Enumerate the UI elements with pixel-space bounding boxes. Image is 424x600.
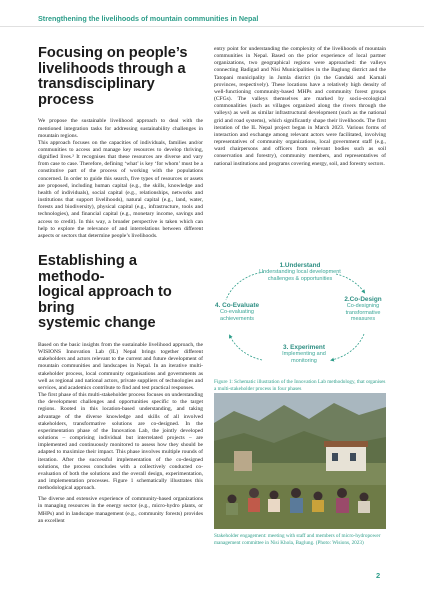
section-heading-methodology [38,254,203,332]
step-description: Implementing and monitoring [282,351,326,364]
section-heading-livelihoods [38,46,203,108]
paragraph: We propose the sustainable livelihood approach to deal with the mentioned integration tasks for addressing sustainability challenges in mountain regions. [38,118,203,139]
step-title: 4. Co-Evaluate [214,302,260,309]
step-experiment [272,344,336,364]
step-title: 2.Co-Design [344,296,382,303]
step-understand [250,262,350,282]
paragraph: The diverse and extensive experience of community-based organizations in managing resources in the energy sector (e.g., micro-hydro plants, or MHPs) and in landscape management (e.g., community forests) provides an excellent [38,496,203,524]
step-description: Co-evaluating achievements [220,309,254,322]
heading-line: transdisciplinary process [38,76,155,108]
heading-line: Establishing a methodo- [38,253,137,285]
heading-line: logical approach to bring [38,284,172,316]
step-title: 1.Understand [279,262,321,269]
left-column [38,46,203,566]
step-codesign [336,296,390,323]
step-coevaluate [208,302,266,322]
step-title: 3. Experiment [283,344,325,351]
page-number: 2 [376,571,381,580]
photo-illustration [214,393,386,529]
heading-line: systemic change [38,315,156,332]
paragraph: entry point for understanding the complexity of the livelihoods of mountain communities in Nepal. Based on the prior experience of local partner organizations, two geographical regions were approached: the valleys connecting Badigad and Nisi Municipalities in the Baglung district and the Tatopani municipality in Jumla district (in the Gandaki and Karnali provinces, respectively). These locations have a relatively high density of well-functioning community-based MHPs and community forest groups (CFGs). The valleys themselves are marked by socio-ecological commonalities (such as villages organized along the rivers through the valleys) as well as similar infrastructural development (such as the national grid and road systems), which significantly shape their livelihoods. The first iteration of the IL Nepal project began in March 2023. Various forms of interaction and exchange among relevant actors were facilitated, involving representatives of community organizations, local government staff (e.g., ward chairpersons and officers from relevant bodies such as soil conservation and forestry), community members, and representatives of national institutions and programs covering energy, soil, and forestry sectors. [214,46,386,167]
paragraph: This approach focuses on the capacities of individuals, families and/or communities to access and manage key resources to develop thriving, dignified lives.² It recognises that these resources are diverse and vary from case to case. Therefore, defining ‘what’ is key ‘for whom’ must be a constitutive part of the process of working with the populations concerned. In order to guide this search, five types of resources or assets are proposed, including human capital (e.g., the skills, knowledge and health of individuals), social capital (e.g., relationships, networks and institutions that support livelihoods), natural capital (e.g., land, water, forests and biodiversity), physical capital (e.g., infrastructure, tools and technologies), and financial capital (e.g., monetary income, savings and access to credit). In this way, a broader perspective is taken which can help to explore the relevance of and interrelations between different aspects or sectors that determine people’s livelihoods. [38,139,203,239]
step-description: Co-designing transformative measures [345,303,381,323]
running-header: Strengthening the livelihoods of mountain communities in Nepal [38,14,259,23]
arrow-experiment-to-evaluate [230,336,262,360]
photo-caption: Stakeholder engagement: meeting with staff and members of micro-hydropower management committee in Nisi Khola, Baglung. (Photo: Wisions, 2023) [214,533,381,546]
header-divider [0,26,424,27]
arrow-codesign-to-experiment [332,334,364,360]
paragraph: Based on the basic insights from the sustainable livelihood approach, the WISIONS Innovation Lab (IL) Nepal brings together different stakeholders and actors relevant to the current and future development of mountain communities and landscapes in Nepal. In an iterative multi-stakeholder process, local community organisations and governments as well as regional and national actors, private suppliers of technologies and services, and academics contribute to find and test practical responses. [38,342,203,391]
step-description: Understanding local development challenges & opportunities [259,269,341,282]
methodology-cycle-diagram [214,262,384,376]
right-column [214,46,386,256]
paragraph: The first phase of this multi-stakeholder process focuses on understanding the development challenges and opportunities specific to the target regions. Rooted in this location-based understanding, and taking advantage of the diverse knowledge and skills of all involved stakeholders, transformative solutions are co-designed. In the experimentation phase of the Innovation Lab, the jointly developed solutions – comprising individual but interrelated projects – are implemented and continuously monitored to assess how they should be adapted to maximize their impact. This phase involves multiple rounds of iteration. After the successful implementation of the co-designed solutions, the process concludes with a collectively conducted co-evaluation of both the solutions and the overall design, experimentation, and implementation processes. Figure 1 schematically illustrates this methodological approach. [38,392,203,492]
stakeholder-meeting-photo [214,393,386,529]
heading-line: Focusing on people’s [38,46,188,61]
heading-line: livelihoods through a [38,60,186,77]
figure-caption: Figure 1: Schematic illustration of the Innovation Lab methodology, that organises a multi-stakeholder process in four phases [214,379,386,392]
